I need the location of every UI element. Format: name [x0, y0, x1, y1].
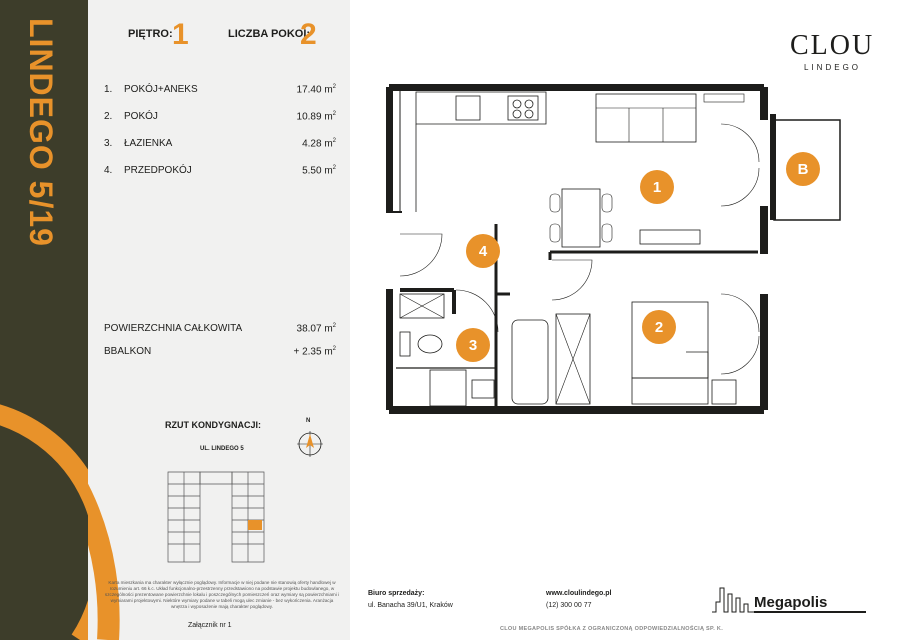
room-area: 4.28 m	[302, 138, 333, 150]
room-badge-4: 4	[466, 234, 500, 268]
sales-office-label: Biuro sprzedaży:	[368, 590, 425, 597]
total-area-row	[104, 323, 336, 334]
room-badge-3: 3	[456, 328, 490, 362]
room-row	[104, 165, 336, 176]
room-name: ŁAZIENKA	[124, 138, 173, 149]
area-unit-sup: 2	[332, 346, 336, 352]
brand-sub: LINDEGO	[804, 63, 862, 72]
company-name: CLOU MEGAPOLIS SPÓŁKA Z OGRANICZONĄ ODPOWIEDZIALNOŚCIĄ SP. K.	[500, 626, 724, 632]
room-name: POKÓJ	[124, 111, 158, 122]
room-row	[104, 111, 336, 122]
attachment-label: Załącznik nr 1	[188, 622, 232, 629]
compass-label: N	[306, 418, 311, 424]
apartment-floor-plan	[386, 84, 846, 414]
total-area: 38.07 m	[296, 323, 333, 335]
phone-number: (12) 300 00 77	[546, 602, 592, 609]
room-badge-1: 1	[640, 170, 674, 204]
building-mini-plan	[160, 462, 280, 572]
balcony-label: BALKON	[110, 346, 152, 357]
balcony-area: + 2.35 m	[293, 346, 333, 358]
floor-value: 1	[172, 18, 189, 51]
room-row	[104, 84, 336, 95]
legal-disclaimer: Karta mieszkania ma charakter wyłącznie poglądowy. Informacje w niej podane nie stanowią oferty handlowej w rozumieniu art. 66 k.c. Układ funkcjonalno-przestrzenny przedstawiono na podstawie projektu budowlanego, w szczególności prezentowane powierzchnie lokalu i poszczególnych pomieszczeń oraz wymiary są powierzchniami i wymiarami projektowymi. Niektóre wymiary podane w tabeli mogą ulec zmianie - bez wykończenia. Aranżacja wnętrza i wyposażenie mają charakter poglądowy.	[104, 580, 340, 609]
apartment-title: LINDEGO 5/19	[23, 18, 59, 247]
website-link[interactable]: www.cloulindego.pl	[546, 590, 612, 597]
developer-logo: Megapolis	[754, 594, 828, 611]
room-num: 2.	[104, 111, 113, 122]
room-num: 4.	[104, 165, 113, 176]
room-num: 3.	[104, 138, 113, 149]
balcony-badge: B	[786, 152, 820, 186]
sidebar-band	[0, 0, 88, 640]
area-unit-sup: 2	[332, 111, 336, 117]
room-row	[104, 138, 336, 149]
room-area: 10.89 m	[296, 111, 333, 123]
rooms-count-value: 2	[300, 18, 317, 51]
area-unit-sup: 2	[332, 138, 336, 144]
balcony-row	[104, 346, 336, 357]
rooms-count-label: LICZBA POKOI:	[228, 28, 311, 40]
area-unit-sup: 2	[332, 84, 336, 90]
decor-arc	[0, 0, 88, 640]
brand-logo: CLOU	[790, 30, 875, 61]
room-area: 5.50 m	[302, 165, 333, 177]
room-name: PRZEDPOKÓJ	[124, 165, 192, 176]
room-badge-2: 2	[642, 310, 676, 344]
floor-plan-title: RZUT KONDYGNACJI:	[165, 420, 261, 430]
area-unit-sup: 2	[332, 323, 336, 329]
sales-office-address: ul. Banacha 39/U1, Kraków	[368, 602, 453, 609]
area-unit-sup: 2	[332, 165, 336, 171]
room-area: 17.40 m	[296, 84, 333, 96]
balcony-num: B	[104, 346, 111, 357]
total-label: POWIERZCHNIA CAŁKOWITA	[104, 323, 243, 334]
floor-label: PIĘTRO:	[128, 28, 173, 40]
room-num: 1.	[104, 84, 113, 95]
megapolis-skyline-logo	[710, 584, 756, 616]
room-name: POKÓJ+ANEKS	[124, 84, 198, 95]
street-label: UL. LINDEGO 5	[200, 446, 244, 452]
compass-icon	[296, 422, 324, 458]
logo-underline	[754, 611, 866, 613]
